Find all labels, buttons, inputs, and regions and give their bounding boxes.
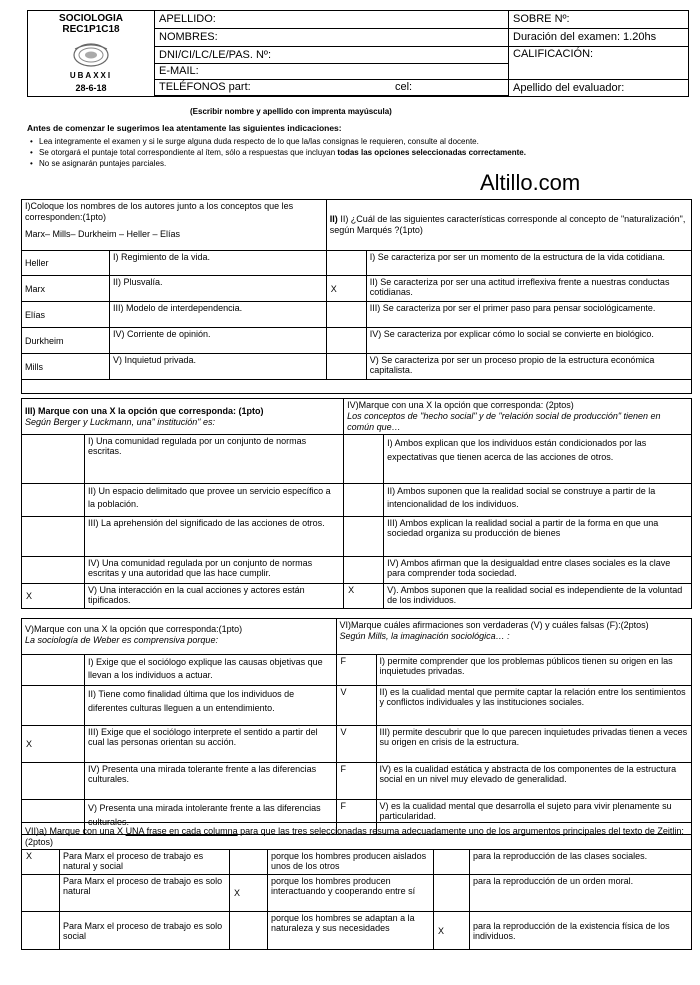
q1-authors: Marx– Mills– Durkheim – Heller – Elías bbox=[25, 229, 181, 239]
q6-mark[interactable]: F bbox=[336, 655, 376, 686]
q2-option: II) Se caracteriza por ser una actitud irreflexiva frente a nuestras conductas cotidianas. bbox=[366, 276, 691, 302]
q2-option: V) Se caracteriza por ser un proceso propio de la estructura económica capitalista. bbox=[366, 354, 691, 380]
q5-option: I) Exige que el sociólogo explique las causas objetivas que llevan a los individuos a actuar. bbox=[85, 655, 337, 686]
q7-col2-mark[interactable]: X bbox=[230, 875, 268, 912]
q4-option: V). Ambos suponen que la realidad social es independiente de la voluntad de los individuos. bbox=[384, 584, 692, 609]
q7-col1-mark[interactable] bbox=[22, 875, 60, 912]
q3-option: III) La aprehensión del significado de las acciones de otros. bbox=[85, 517, 344, 557]
q3-mark[interactable] bbox=[22, 517, 85, 557]
q2-mark[interactable] bbox=[326, 354, 366, 380]
q6-option: V) es la cualidad mental que desarrolla el sujeto para vivir plenamente su particularidad. bbox=[376, 800, 692, 835]
q6-subtitle: Según Mills, la imaginación sociológica… : bbox=[339, 631, 510, 641]
q2-mark[interactable] bbox=[326, 302, 366, 328]
q4-option: I) Ambos explican que los individuos están condicionados por las expectativas que tienen acerca de las acciones de otros. bbox=[384, 435, 692, 484]
q7-col1-option: Para Marx el proceso de trabajo es solo natural bbox=[60, 875, 230, 912]
q1-concept: V) Inquietud privada. bbox=[110, 354, 327, 380]
q3-option: I) Una comunidad regulada por un conjunto de normas escritas. bbox=[85, 435, 344, 484]
q7-col2-option: porque los hombres se adaptan a la naturaleza y sus necesidades bbox=[268, 912, 434, 950]
q4-mark[interactable] bbox=[344, 484, 384, 517]
q7-col2-mark[interactable] bbox=[230, 912, 268, 950]
cel-label: cel: bbox=[395, 81, 413, 93]
q7-col3-option: para la reproducción de la existencia física de los individuos. bbox=[470, 912, 692, 950]
email-field[interactable]: E-MAIL: bbox=[155, 64, 509, 80]
sobre-field[interactable]: SOBRE Nº: bbox=[509, 11, 689, 29]
q7-title: VII)a) Marque con una X UNA frase en cada columna para que las tres seleccionadas resuma adecuadamente uno de los argumentos principales del texto de Zeitlin: (2ptos) bbox=[25, 826, 684, 847]
q6-option: II) es la cualidad mental que permite captar la relación entre los sentimientos y conflictos individuales y las instituciones sociales. bbox=[376, 686, 692, 726]
q1-concept: II) Plusvalía. bbox=[110, 276, 327, 302]
uba-logo-icon bbox=[71, 39, 111, 67]
q7-header bbox=[22, 823, 692, 850]
section-q1-q2 bbox=[21, 199, 692, 394]
evaluador-field[interactable]: Apellido del evaluador: bbox=[509, 80, 689, 97]
q1-title: I)Coloque los nombres de los autores junto a los conceptos que les corresponden:(1pto) bbox=[25, 201, 294, 222]
dni-field[interactable]: DNI/CI/LC/LE/PAS. Nº: bbox=[155, 47, 509, 64]
section-q3-q4 bbox=[21, 398, 692, 609]
q6-option: IV) es la cualidad estática y abstracta de los componentes de la estructura social en un nivel muy elevado de generalidad. bbox=[376, 763, 692, 800]
q5-option: III) Exige que el sociólogo interprete el sentido a partir del cual las personas orientan su acción. bbox=[85, 726, 337, 763]
q2-option: IV) Se caracteriza por explicar cómo lo social se convierte en biológico. bbox=[366, 328, 691, 354]
q4-option: II) Ambos suponen que la realidad social se construye a partir de la intencionalidad de los individuos. bbox=[384, 484, 692, 517]
q4-mark[interactable]: X bbox=[344, 584, 384, 609]
q5-mark[interactable] bbox=[22, 763, 85, 800]
q2-header bbox=[326, 200, 691, 251]
q5-title: V)Marque con una X la opción que corresponda:(1pto) bbox=[25, 624, 243, 634]
q6-mark[interactable]: F bbox=[336, 763, 376, 800]
header-form bbox=[27, 10, 689, 97]
q7-col3-option: para la reproducción de un orden moral. bbox=[470, 875, 692, 912]
q3-option: II) Un espacio delimitado que provee un servicio específico a la población. bbox=[85, 484, 344, 517]
q7-col3-mark[interactable] bbox=[434, 875, 470, 912]
q4-mark[interactable] bbox=[344, 435, 384, 484]
q6-title: VI)Marque cuáles afirmaciones son verdaderas (V) y cuáles falsas (F):(2ptos) bbox=[339, 620, 649, 630]
q1-author-answer[interactable]: Durkheim bbox=[22, 328, 110, 354]
logo-name: UBAXXI bbox=[69, 70, 113, 80]
q1-author-answer[interactable]: Elías bbox=[22, 302, 110, 328]
q2-mark[interactable] bbox=[326, 328, 366, 354]
q7-col1-mark[interactable] bbox=[22, 912, 60, 950]
q1-author-answer[interactable]: Heller bbox=[22, 251, 110, 276]
instructions bbox=[27, 123, 687, 169]
q6-mark[interactable]: V bbox=[336, 726, 376, 763]
q2-option: III) Se caracteriza por ser el primer paso para pensar sociológicamente. bbox=[366, 302, 691, 328]
telefonos-label: TELÉFONOS part: bbox=[159, 81, 251, 93]
q2-option: I) Se caracteriza por ser un momento de la estructura de la vida cotidiana. bbox=[366, 251, 691, 276]
q3-mark[interactable]: X bbox=[22, 584, 85, 609]
q7-col3-mark[interactable] bbox=[434, 850, 470, 875]
q1-concept: I) Regimiento de la vida. bbox=[110, 251, 327, 276]
q3-option: IV) Una comunidad regulada por un conjunto de normas escritas y una autoridad que las hace cumplir. bbox=[85, 557, 344, 584]
instruction-text: Se otorgará el puntaje total correspondiente al ítem, sólo a respuestas que incluyan bbox=[39, 148, 338, 157]
q4-option: III) Ambos explican la realidad social a partir de la forma en que una sociedad organiza su producción de bienes bbox=[384, 517, 692, 557]
nombres-field[interactable]: NOMBRES: bbox=[155, 29, 509, 47]
q7-col3-mark[interactable]: X bbox=[434, 912, 470, 950]
instructions-title: Antes de comenzar le sugerimos lea atentamente las siguientes indicaciones: bbox=[27, 123, 342, 133]
q2-mark[interactable]: X bbox=[326, 276, 366, 302]
q3-header bbox=[22, 399, 344, 435]
q5-option: II) Tiene como finalidad última que los individuos de diferentes culturas lleguen a un entendimiento. bbox=[85, 686, 337, 726]
q1-concept: IV) Corriente de opinión. bbox=[110, 328, 327, 354]
q4-header bbox=[344, 399, 692, 435]
q5-option: IV) Presenta una mirada tolerante frente a las diferencias culturales. bbox=[85, 763, 337, 800]
q7-col2-option: porque los hombres producen interactuando y cooperando entre sí bbox=[268, 875, 434, 912]
logo-block bbox=[28, 11, 155, 97]
q7-col2-option: porque los hombres producen aislados unos de los otros bbox=[268, 850, 434, 875]
q5-option: V) Presenta una mirada intolerante frente a las diferencias culturales. bbox=[85, 800, 337, 835]
q1-header bbox=[22, 200, 327, 251]
spacer-row bbox=[22, 380, 692, 394]
q7-col3-option: para la reproducción de las clases sociales. bbox=[470, 850, 692, 875]
q4-subtitle: Los conceptos de "hecho social" y de "relación social de producción" tienen en común que… bbox=[347, 411, 661, 432]
q5-subtitle: La sociología de Weber es comprensiva porque: bbox=[25, 635, 218, 645]
q2-mark[interactable] bbox=[326, 251, 366, 276]
header-note: (Escribir nombre y apellido con imprenta mayúscula) bbox=[190, 107, 392, 116]
instruction-item bbox=[27, 147, 687, 158]
q3-subtitle: Según Berger y Luckmann, una" institución" es: bbox=[25, 416, 215, 427]
q7-col1-option: Para Marx el proceso de trabajo es solo social bbox=[60, 912, 230, 950]
duracion-label: Duración del examen: 1.20hs bbox=[509, 29, 689, 47]
instruction-item: • Lea integramente el examen y si le surge alguna duda respecto de lo que la/las consignas le requieren, consulte al docente. bbox=[27, 136, 687, 147]
q7-col1-mark[interactable]: X bbox=[22, 850, 60, 875]
q1-author-answer[interactable]: Mills bbox=[22, 354, 110, 380]
q4-mark[interactable] bbox=[344, 517, 384, 557]
watermark: Altillo.com bbox=[480, 170, 581, 195]
q6-header bbox=[336, 619, 692, 655]
section-q7 bbox=[21, 822, 692, 950]
q6-option: I) permite comprender que los problemas públicos tienen su origen en las inquietudes privadas. bbox=[376, 655, 692, 686]
q5-mark[interactable]: X bbox=[22, 726, 85, 763]
q3-mark[interactable] bbox=[22, 484, 85, 517]
q1-concept: III) Modelo de interdependencia. bbox=[110, 302, 327, 328]
q1-author-answer[interactable]: Marx bbox=[22, 276, 110, 302]
q7-col1-option: Para Marx el proceso de trabajo es natural y social bbox=[60, 850, 230, 875]
q4-mark[interactable] bbox=[344, 557, 384, 584]
exam-date: 28-6-18 bbox=[75, 82, 107, 93]
section-q5-q6 bbox=[21, 618, 692, 835]
instruction-bold: todas las opciones seleccionadas correctamente. bbox=[337, 148, 526, 157]
q5-header bbox=[22, 619, 337, 655]
calificacion-field[interactable]: CALIFICACIÓN: bbox=[509, 47, 689, 80]
q4-option: IV) Ambos afirman que la desigualdad entre clases sociales es la clave para comprender toda sociedad. bbox=[384, 557, 692, 584]
telefonos-field[interactable] bbox=[155, 80, 509, 96]
apellido-field[interactable]: APELLIDO: bbox=[155, 11, 509, 29]
q6-option: III) permite descubrir que lo que parecen inquietudes privadas tienen a veces su origen en crisis de la estructura. bbox=[376, 726, 692, 763]
q5-mark[interactable] bbox=[22, 655, 85, 686]
logo-title-1: SOCIOLOGIA bbox=[59, 12, 123, 24]
q6-mark[interactable]: F bbox=[336, 800, 376, 835]
q3-option: V) Una interacción en la cual acciones y actores están tipificados. bbox=[85, 584, 344, 609]
q3-mark[interactable] bbox=[22, 557, 85, 584]
q3-title: III) Marque con una X la opción que corresponda: (1pto) bbox=[25, 405, 264, 416]
q5-mark[interactable] bbox=[22, 686, 85, 726]
instruction-item: • No se asignarán puntajes parciales. bbox=[27, 158, 687, 169]
q7-col2-mark[interactable] bbox=[230, 850, 268, 875]
q3-mark[interactable] bbox=[22, 435, 85, 484]
q4-title: IV)Marque con una X la opción que corresponda: (2ptos) bbox=[347, 400, 574, 410]
q6-mark[interactable]: V bbox=[336, 686, 376, 726]
q2-title: II) II) ¿Cuál de las siguientes características corresponde al concepto de "naturalización", según Marqués ?(1pto) bbox=[329, 214, 686, 235]
logo-title-2: REC1P1C18 bbox=[62, 23, 120, 35]
